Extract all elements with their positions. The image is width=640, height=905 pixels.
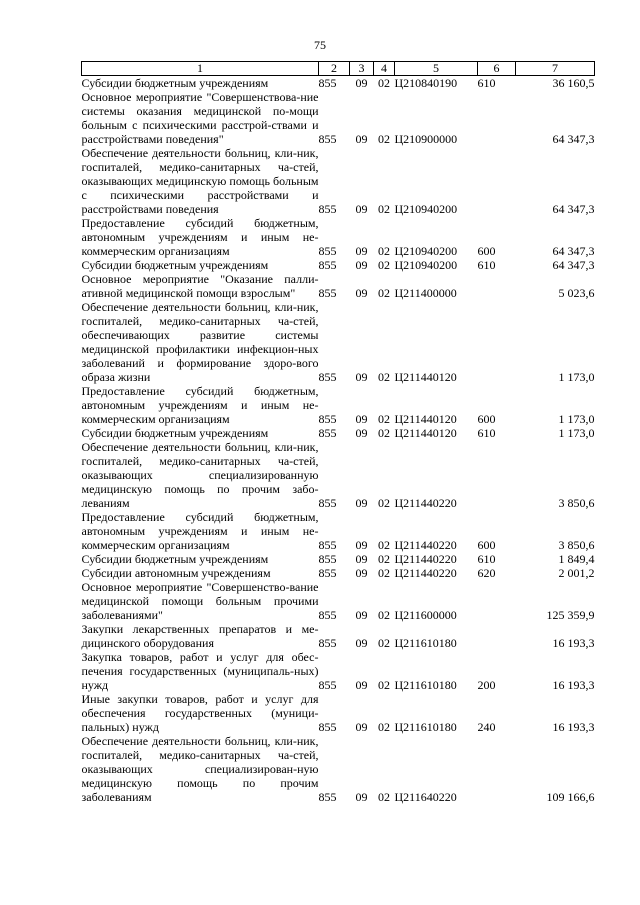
row-target-article: Ц211440220 (394, 552, 457, 566)
row-subsection-code: 02 (378, 552, 390, 566)
row-amount: 36 160,5 (552, 76, 595, 90)
row-expense-type: 610 (477, 76, 496, 90)
table-row (82, 384, 595, 426)
row-subsection-code: 02 (378, 76, 390, 90)
row-expense-type (478, 272, 516, 300)
row-section-code: 09 (355, 720, 368, 734)
row-name: Иные закупки товаров, работ и услуг для обеспечения государственных (муници-пальных) нужд (81, 692, 319, 734)
row-name: Субсидии бюджетным учреждениям (81, 258, 269, 272)
row-name: Субсидии бюджетным учреждениям (81, 552, 269, 566)
row-ministry-code: 855 (318, 76, 337, 90)
table-row (82, 216, 595, 258)
table-row (82, 580, 595, 622)
row-subsection-code: 02 (378, 496, 390, 510)
row-target-article: Ц210900000 (394, 132, 458, 146)
row-amount: 109 166,6 (546, 790, 595, 804)
row-expense-type (478, 146, 516, 216)
row-ministry-code: 855 (318, 720, 337, 734)
row-target-article: Ц210940200 (394, 258, 458, 272)
row-expense-type (478, 300, 516, 384)
row-amount: 64 347,3 (552, 258, 595, 272)
row-section-code: 09 (355, 678, 368, 692)
row-name: Обеспечение деятельности больниц, кли-ник, госпиталей, медико-санитарных ча-стей, оказывающих специализирован-ную медицинскую помощь по прочим заболеваниям (81, 734, 319, 804)
row-expense-type: 600 (477, 244, 496, 258)
row-section-code: 09 (355, 790, 368, 804)
table-row (82, 566, 595, 580)
table-row (82, 300, 595, 384)
row-name: Предоставление субсидий бюджетным, автономным учреждениям и иным не-коммерческим организациям (81, 510, 319, 552)
row-target-article: Ц211610180 (394, 678, 457, 692)
row-section-code: 09 (355, 426, 368, 440)
row-subsection-code: 02 (378, 286, 390, 300)
row-expense-type (478, 580, 516, 622)
header-col-7: 7 (516, 62, 595, 76)
row-name: Обеспечение деятельности больниц, кли-ник, госпиталей, медико-санитарных ча-стей, обеспечивающих развитие системы медицинской профилактики инфекцион-ных заболеваний и формирование здоро-вого образа жизни (81, 300, 319, 384)
row-subsection-code: 02 (378, 132, 390, 146)
row-name: Субсидии бюджетным учреждениям (81, 76, 269, 90)
row-expense-type: 600 (477, 412, 496, 426)
row-section-code: 09 (355, 370, 368, 384)
row-section-code: 09 (355, 244, 368, 258)
row-subsection-code: 02 (378, 538, 390, 552)
table-row (82, 258, 595, 272)
row-expense-type (478, 90, 516, 146)
row-section-code: 09 (355, 538, 368, 552)
budget-table (81, 61, 595, 804)
row-ministry-code: 855 (318, 286, 337, 300)
row-name: Предоставление субсидий бюджетным, автономным учреждениям и иным не-коммерческим организациям (81, 384, 319, 426)
row-amount: 64 347,3 (552, 132, 595, 146)
row-amount: 1 173,0 (558, 370, 595, 384)
table-row (82, 90, 595, 146)
row-ministry-code: 855 (318, 636, 337, 650)
table-row (82, 650, 595, 692)
table-row (82, 440, 595, 510)
row-amount: 125 359,9 (546, 608, 595, 622)
row-amount: 64 347,3 (552, 244, 595, 258)
row-amount: 1 849,4 (558, 552, 595, 566)
row-subsection-code: 02 (378, 370, 390, 384)
row-subsection-code: 02 (378, 258, 390, 272)
row-ministry-code: 855 (318, 566, 337, 580)
row-ministry-code: 855 (318, 552, 337, 566)
row-section-code: 09 (355, 636, 368, 650)
row-target-article: Ц211610180 (394, 636, 457, 650)
row-target-article: Ц211640220 (394, 790, 457, 804)
row-amount: 16 193,3 (552, 720, 595, 734)
table-row (82, 426, 595, 440)
row-expense-type: 610 (477, 426, 496, 440)
table-row (82, 734, 595, 804)
table-header-row (82, 62, 595, 76)
row-name: Основное мероприятие "Совершенство-вание медицинской помощи больным прочими заболеваниями" (81, 580, 319, 622)
row-section-code: 09 (355, 608, 368, 622)
row-target-article: Ц211440120 (394, 412, 457, 426)
header-col-6: 6 (478, 62, 516, 76)
row-ministry-code: 855 (318, 202, 337, 216)
row-ministry-code: 855 (318, 132, 337, 146)
row-ministry-code: 855 (318, 538, 337, 552)
row-expense-type: 620 (477, 566, 496, 580)
row-section-code: 09 (355, 496, 368, 510)
row-amount: 3 850,6 (558, 496, 595, 510)
row-expense-type: 600 (477, 538, 496, 552)
row-section-code: 09 (355, 412, 368, 426)
table-row (82, 272, 595, 300)
row-target-article: Ц211400000 (394, 286, 457, 300)
row-ministry-code: 855 (318, 370, 337, 384)
page-number: 75 (314, 38, 326, 52)
table-row (82, 622, 595, 650)
row-expense-type (478, 734, 516, 804)
row-target-article: Ц211600000 (394, 608, 457, 622)
header-col-5: 5 (395, 62, 478, 76)
table-row (82, 76, 595, 91)
row-expense-type (478, 440, 516, 510)
row-amount: 3 850,6 (558, 538, 595, 552)
row-section-code: 09 (355, 286, 368, 300)
row-target-article: Ц210840190 (394, 76, 458, 90)
row-name: Основное мероприятие "Совершенствова-ние системы оказания медицинской по-мощи больным с психическими расстрой-ствами и расстройствами поведения" (81, 90, 319, 146)
row-subsection-code: 02 (378, 412, 390, 426)
header-col-2: 2 (319, 62, 350, 76)
row-subsection-code: 02 (378, 720, 390, 734)
row-target-article: Ц211440220 (394, 496, 457, 510)
row-amount: 2 001,2 (558, 566, 595, 580)
row-name: Основное мероприятие "Оказание палли-ативной медицинской помощи взрослым" (81, 272, 319, 300)
row-ministry-code: 855 (318, 496, 337, 510)
row-section-code: 09 (355, 258, 368, 272)
row-target-article: Ц211440220 (394, 566, 457, 580)
row-expense-type: 610 (477, 258, 496, 272)
row-subsection-code: 02 (378, 202, 390, 216)
row-name: Субсидии бюджетным учреждениям (81, 426, 269, 440)
row-ministry-code: 855 (318, 258, 337, 272)
table-row (82, 552, 595, 566)
row-section-code: 09 (355, 76, 368, 90)
header-col-4: 4 (374, 62, 395, 76)
row-section-code: 09 (355, 132, 368, 146)
row-name: Обеспечение деятельности больниц, кли-ник, госпиталей, медико-санитарных ча-стей, оказывающих медицинскую помощь больным с психическими расстройствами и расстройствами поведения (81, 146, 319, 216)
row-ministry-code: 855 (318, 790, 337, 804)
row-name: Субсидии автономным учреждениям (81, 566, 271, 580)
table-row (82, 692, 595, 734)
table-row (82, 510, 595, 552)
row-amount: 5 023,6 (558, 286, 595, 300)
row-ministry-code: 855 (318, 412, 337, 426)
row-target-article: Ц211440120 (394, 370, 457, 384)
row-target-article: Ц211440220 (394, 538, 457, 552)
row-target-article: Ц211610180 (394, 720, 457, 734)
row-name: Закупки лекарственных препаратов и ме-дицинского оборудования (81, 622, 319, 650)
row-amount: 1 173,0 (558, 426, 595, 440)
row-ministry-code: 855 (318, 426, 337, 440)
row-subsection-code: 02 (378, 790, 390, 804)
row-amount: 64 347,3 (552, 202, 595, 216)
row-subsection-code: 02 (378, 678, 390, 692)
header-col-1: 1 (82, 62, 319, 76)
row-expense-type (478, 622, 516, 650)
row-expense-type: 610 (477, 552, 496, 566)
row-ministry-code: 855 (318, 678, 337, 692)
row-section-code: 09 (355, 552, 368, 566)
row-name: Обеспечение деятельности больниц, кли-ник, госпиталей, медико-санитарных ча-стей, оказывающих специализированную медицинскую помощь по прочим забо-леваниям (81, 440, 319, 510)
row-section-code: 09 (355, 202, 368, 216)
row-section-code: 09 (355, 566, 368, 580)
table-row (82, 146, 595, 216)
row-target-article: Ц210940200 (394, 202, 458, 216)
row-amount: 16 193,3 (552, 636, 595, 650)
row-subsection-code: 02 (378, 636, 390, 650)
row-subsection-code: 02 (378, 566, 390, 580)
row-ministry-code: 855 (318, 608, 337, 622)
row-expense-type: 240 (477, 720, 496, 734)
row-subsection-code: 02 (378, 426, 390, 440)
row-amount: 1 173,0 (558, 412, 595, 426)
row-subsection-code: 02 (378, 608, 390, 622)
row-amount: 16 193,3 (552, 678, 595, 692)
row-name: Закупка товаров, работ и услуг для обес-печения государственных (муниципаль-ных) нужд (81, 650, 319, 692)
row-expense-type: 200 (477, 678, 496, 692)
row-target-article: Ц211440120 (394, 426, 457, 440)
row-ministry-code: 855 (318, 244, 337, 258)
header-col-3: 3 (350, 62, 374, 76)
row-subsection-code: 02 (378, 244, 390, 258)
row-target-article: Ц210940200 (394, 244, 458, 258)
row-name: Предоставление субсидий бюджетным, автономным учреждениям и иным не-коммерческим организациям (81, 216, 319, 258)
